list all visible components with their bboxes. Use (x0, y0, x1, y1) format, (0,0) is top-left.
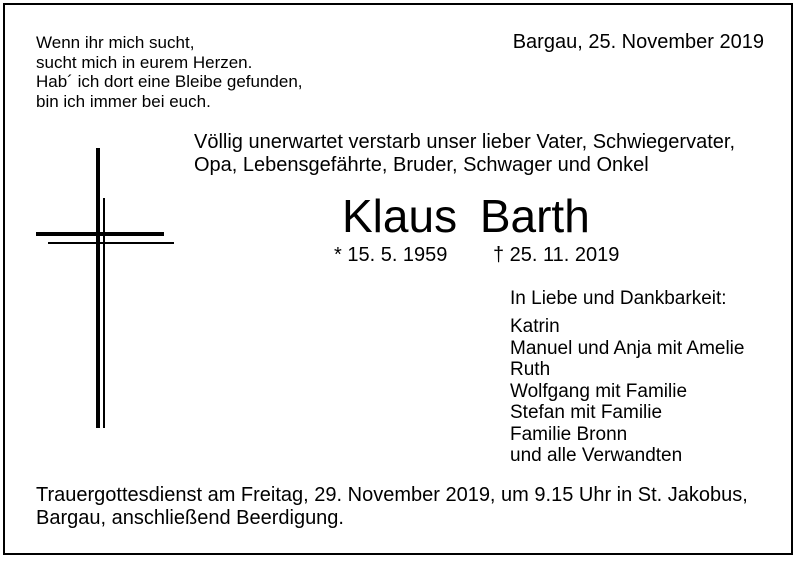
birth-date: * 15. 5. 1959 (334, 244, 448, 266)
mourner-name: Ruth (510, 359, 551, 380)
cross-horizontal-thick (36, 232, 164, 236)
mourners-heading: In Liebe und Dankbarkeit: (510, 288, 727, 309)
mourner-name: Katrin (510, 316, 560, 337)
service-line: Trauergottesdienst am Freitag, 29. November 2019, um 9.15 Uhr in St. Jakobus, (36, 484, 748, 506)
death-date: † 25. 11. 2019 (493, 244, 620, 266)
mourner-name: Stefan mit Familie (510, 402, 663, 423)
double-line-cross-icon (36, 148, 178, 428)
poem-line: Hab´ ich dort eine Bleibe gefunden, (36, 72, 303, 91)
mourner-name: Familie Bronn (510, 423, 628, 445)
poem-line: bin ich immer bei euch. (36, 91, 211, 111)
mourner-name: Wolfgang mit Familie (510, 380, 688, 402)
place-and-date: Bargau, 25. November 2019 (512, 31, 764, 53)
life-dates (334, 244, 619, 267)
poem-line: Wenn ihr mich sucht, (36, 33, 195, 52)
announcement-line: Opa, Lebensgefährte, Bruder, Schwager und Onkel (194, 154, 649, 176)
announcement-line: Völlig unerwartet verstarb unser lieber Vater, Schwiegervater, (194, 131, 736, 153)
cross-horizontal-thin (48, 242, 174, 244)
announcement-text (194, 131, 774, 177)
mourners-list (510, 316, 744, 467)
cross-vertical-thick (96, 148, 100, 428)
service-line: Bargau, anschließend Beerdigung. (36, 507, 344, 529)
mourner-name: und alle Verwandten (510, 445, 683, 466)
mourner-name: Manuel und Anja mit Amelie (510, 337, 745, 359)
funeral-service-info (36, 484, 748, 530)
poem-line: sucht mich in eurem Herzen. (36, 52, 253, 72)
deceased-name: Klaus Barth (342, 190, 590, 242)
poem (36, 33, 303, 111)
